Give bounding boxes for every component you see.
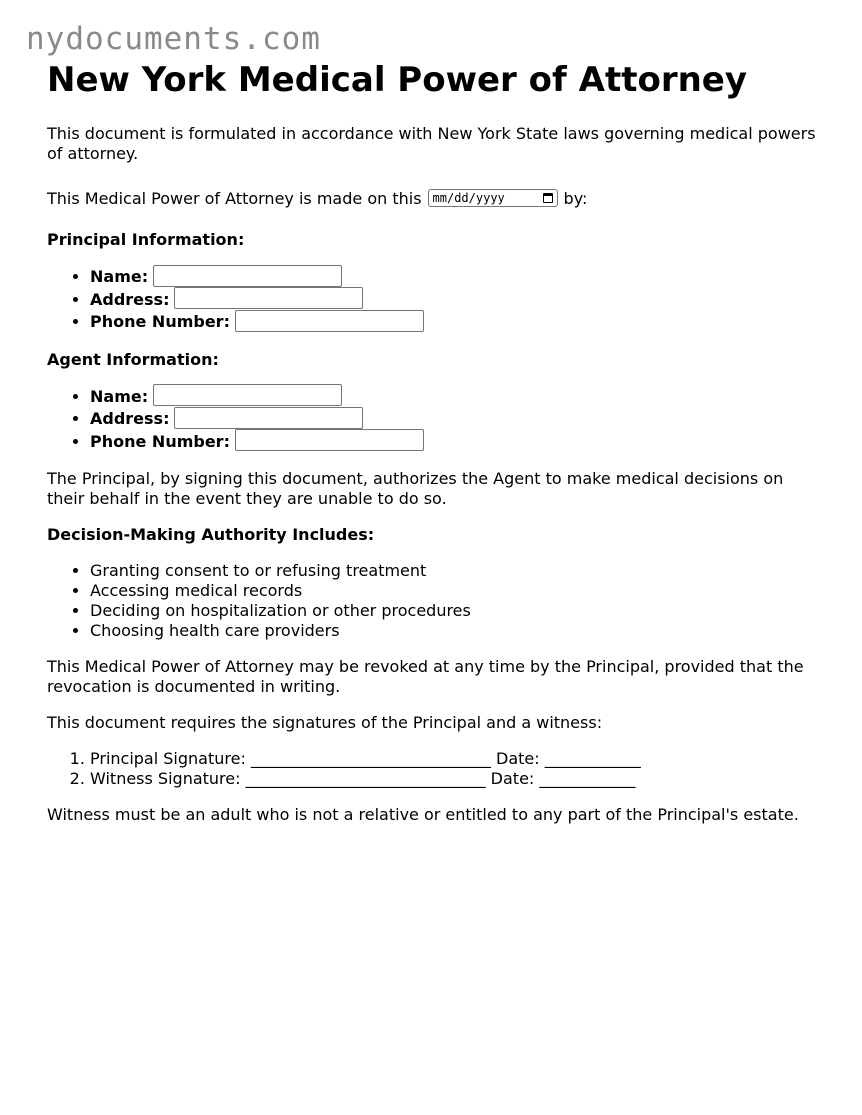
agent-name-item (90, 386, 822, 409)
principal-address-item (90, 289, 822, 312)
field-label: Address: (90, 409, 170, 428)
authority-list (47, 561, 822, 641)
calendar-icon[interactable] (543, 193, 553, 203)
authority-heading: Decision-Making Authority Includes: (47, 525, 375, 544)
list-item: • Accessing medical records (90, 581, 822, 601)
agent-phone-input[interactable] (235, 429, 424, 451)
principal-phone-item (90, 311, 822, 334)
agent-fields (47, 386, 822, 454)
principal-fields (47, 266, 822, 334)
authorization-paragraph: The Principal, by signing this document, authorizes the Agent to make medical decisions on their behalf in the event they are unable to do so. (47, 469, 784, 508)
revocation-paragraph: This Medical Power of Attorney may be revoked at any time by the Principal, provided that the revocation is documented in writing. (47, 657, 804, 696)
date-input[interactable] (428, 189, 558, 207)
list-item: • Choosing health care providers (90, 621, 822, 641)
agent-name-input[interactable] (153, 384, 342, 406)
signatures-intro: This document requires the signatures of the Principal and a witness: (47, 713, 603, 732)
principal-name-input[interactable] (153, 265, 342, 287)
field-label: Phone Number: (90, 431, 230, 451)
site-watermark: nydocuments.com (26, 21, 321, 57)
document-title: New York Medical Power of Attorney (47, 60, 748, 100)
principal-signature-line: 1. Principal Signature: ______________________________ Date: ____________ (90, 749, 822, 769)
intro-paragraph: This document is formulated in accordance with New York State laws governing medical powers of attorney. (47, 124, 816, 163)
agent-phone-item (90, 431, 822, 454)
agent-address-item (90, 408, 822, 431)
field-label: Name: (90, 267, 149, 286)
signature-list (47, 749, 822, 789)
field-label: Address: (90, 289, 170, 309)
document-body (47, 58, 822, 825)
date-line (47, 182, 822, 214)
field-label: Name: (90, 386, 149, 406)
agent-address-input[interactable] (174, 407, 363, 429)
principal-phone-input[interactable] (235, 310, 424, 332)
agent-heading: Agent Information: (47, 349, 219, 369)
principal-name-item (90, 266, 822, 289)
date-input-placeholder: mm/dd/yyyy (432, 191, 505, 205)
witness-signature-line: 2. Witness Signature: ______________________________ Date: ____________ (90, 769, 822, 789)
field-label: Phone Number: (90, 312, 230, 331)
list-item: • Granting consent to or refusing treatment (90, 561, 822, 581)
principal-address-input[interactable] (174, 287, 363, 309)
list-item: • Deciding on hospitalization or other procedures (90, 601, 822, 621)
date-line-prefix: This Medical Power of Attorney is made on this (47, 188, 422, 208)
principal-heading: Principal Information: (47, 230, 245, 249)
witness-note: Witness must be an adult who is not a relative or entitled to any part of the Principal's estate. (47, 805, 799, 824)
date-line-suffix: by: (563, 188, 588, 208)
